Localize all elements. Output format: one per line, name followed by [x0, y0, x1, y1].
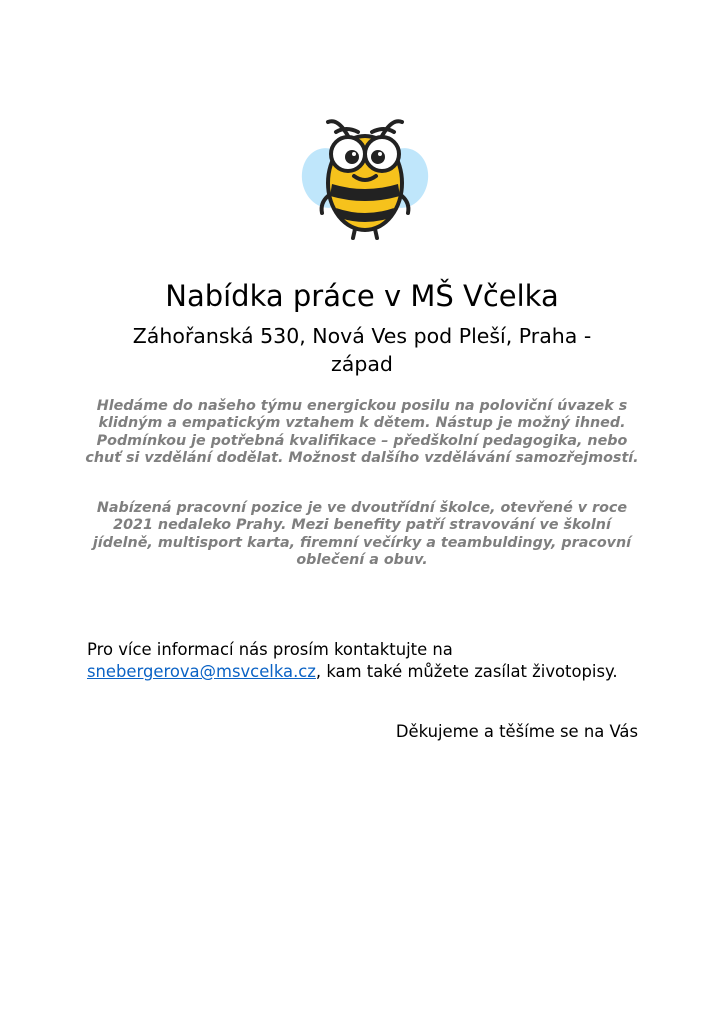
bee-icon: [280, 88, 450, 258]
contact-email-link[interactable]: snebergerova@msvcelka.cz: [87, 662, 316, 681]
closing-text: Děkujeme a těšíme se na Vás: [395, 722, 638, 741]
contact-paragraph: [87, 639, 657, 683]
address-subtitle: Záhořanská 530, Nová Ves pod Pleší, Praha - západ: [132, 324, 592, 376]
contact-suffix-text: , kam také můžete zasílat životopisy.: [315, 662, 618, 681]
job-description-paragraph: Hledáme do našeho týmu energickou posilu na poloviční úvazek s klidným a empatickým vztahem k dětem. Nástup je možný ihned. Podmínkou je potřebná kvalifikace – předškolní pedagogika, nebo chuť si vzdělání dodělat. Možnost dalšího vzdělávání samozřejmostí.: [85, 398, 639, 467]
contact-prefix-text: Pro více informací nás prosím kontaktujte na: [87, 640, 453, 659]
benefits-paragraph: Nabízená pracovní pozice je ve dvoutřídní školce, otevřené v roce 2021 nedaleko Prahy. Mezi benefity patří stravování ve školní jídelně, multisport karta, firemní večírky a teambuldingy, pracovní oblečení a obuv.: [92, 500, 632, 569]
page-title: Nabídka práce v MŠ Včelka: [165, 279, 559, 313]
